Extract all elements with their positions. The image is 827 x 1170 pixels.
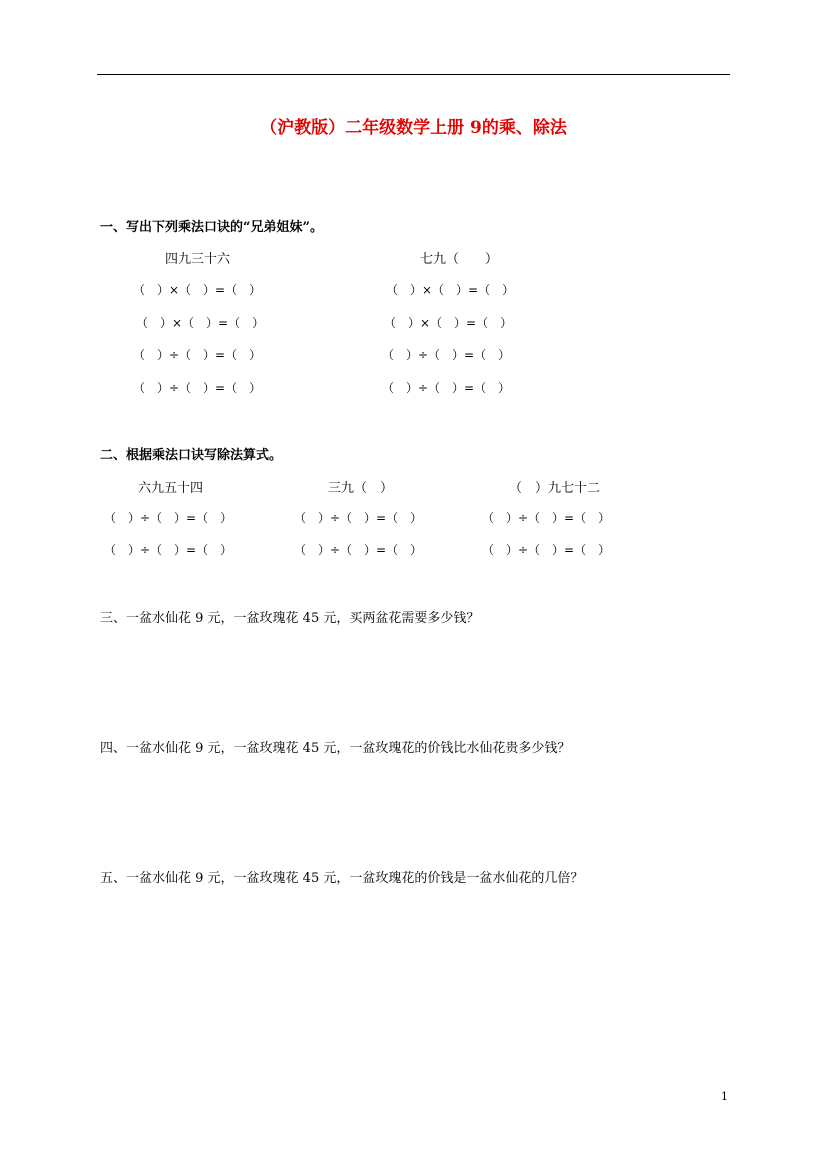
section1-left-row-1: （ ）×（ ）=（ ） — [133, 283, 262, 297]
section1-left-rhyme: 四九三十六 — [165, 252, 231, 267]
section2-col1-row-2: （ ）÷（ ）=（ ） — [104, 543, 233, 557]
section1-left-row-2: （ ）×（ ）=（ ） — [136, 316, 265, 330]
section1-right-row-2: （ ）×（ ）=（ ） — [384, 316, 513, 330]
section2-col2-row-2: （ ）÷（ ）=（ ） — [294, 543, 423, 557]
section2-col3-rhyme: （ ）九七十二 — [509, 481, 601, 496]
section5-question: 五、一盆水仙花 9 元，一盆玫瑰花 45 元，一盆玫瑰花的价钱是一盆水仙花的几倍？ — [100, 871, 584, 886]
section1-left-row-4: （ ）÷（ ）=（ ） — [133, 381, 262, 395]
section2-col3-row-2: （ ）÷（ ）=（ ） — [482, 543, 611, 557]
header-rule — [97, 74, 730, 75]
section2-col2-rhyme: 三九（ ） — [328, 481, 394, 496]
section1-right-row-1: （ ）×（ ）=（ ） — [386, 283, 515, 297]
section2-col3-row-1: （ ）÷（ ）=（ ） — [482, 511, 611, 525]
section1-right-rhyme: 七九（ ） — [420, 252, 499, 267]
section1-right-row-3: （ ）÷（ ）=（ ） — [382, 348, 511, 362]
section2-col1-rhyme: 六九五十四 — [138, 481, 204, 496]
document-title: （沪教版）二年级数学上册 9的乘、除法 — [260, 118, 567, 138]
section4-question: 四、一盆水仙花 9 元，一盆玫瑰花 45 元，一盆玫瑰花的价钱比水仙花贵多少钱？ — [100, 741, 571, 756]
section2-col2-row-1: （ ）÷（ ）=（ ） — [294, 511, 423, 525]
section3-question: 三、一盆水仙花 9 元，一盆玫瑰花 45 元，买两盆花需要多少钱？ — [100, 611, 480, 626]
section1-left-row-3: （ ）÷（ ）=（ ） — [133, 348, 262, 362]
page-number: 1 — [721, 1090, 728, 1103]
section2-heading: 二、根据乘法口诀写除法算式。 — [100, 448, 283, 463]
section1-heading: 一、写出下列乘法口诀的“兄弟姐妹”。 — [100, 220, 323, 235]
section2-col1-row-1: （ ）÷（ ）=（ ） — [104, 511, 233, 525]
section1-right-row-4: （ ）÷（ ）=（ ） — [382, 381, 511, 395]
